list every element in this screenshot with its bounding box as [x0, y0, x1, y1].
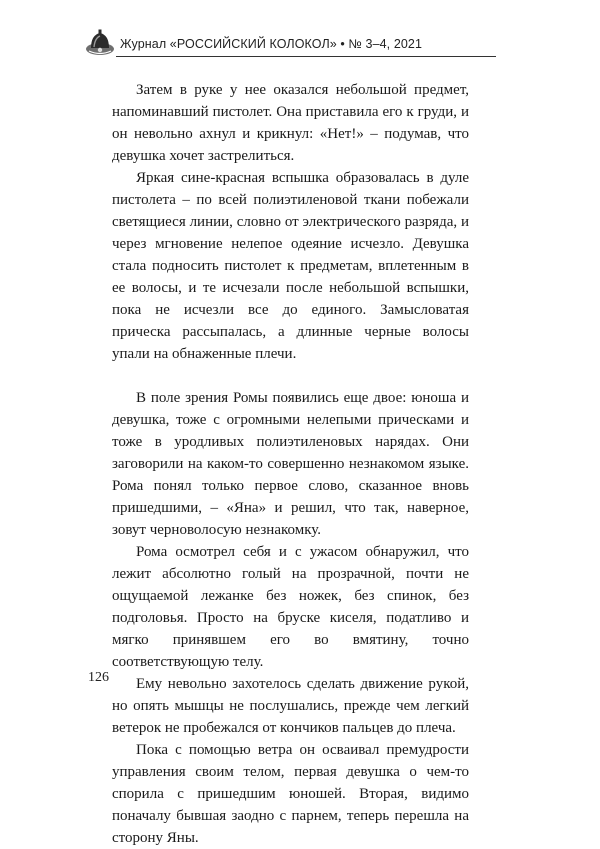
- paragraph: Яркая сине-красная вспышка образовалась в дуле пистолета – по всей полиэтиленовой ткани побежали светящиеся линии, словно от электрического разряда, и через мгновение нелепое одеяние исчезло. Девушка стала подносить пистолет к предметам, вплетенным в ее волосы, и те исчезали после небольшой вспышки, пока не исчезли все до единого. Замысловатая прическа рассыпалась, а длинные черные волосы упали на обнаженные плечи.: [112, 170, 469, 362]
- paragraph: Затем в руке у нее оказался небольшой предмет, напоминавший пистолет. Она приставила его к груди, и он невольно ахнул и крикнул: «Нет!» – подумав, что девушка хочет застрелиться.: [112, 82, 469, 164]
- running-header: [84, 26, 496, 60]
- page-number: 126: [88, 670, 109, 685]
- paragraph: Рома осмотрел себя и с ужасом обнаружил, что лежит абсолютно голый на прозрачной, почти не ощущаемой лежанке без ножек, без спинок, без подголовья. Просто на бруске киселя, податливо и мягко принявшем его во вмятину, точно соответствующую телу.: [112, 544, 469, 670]
- paragraph: В поле зрения Ромы появились еще двое: юноша и девушка, тоже с огромными нелепыми прическами и тоже в уродливых полиэтиленовых нарядах. Они заговорили на каком-то совершенно незнакомом языке. Рома понял только первое слово, сказанное вновь пришедшими, – «Яна» и решил, что так, наверное, зовут черноволосую незнакомку.: [112, 390, 469, 538]
- bell-logo-icon: [84, 26, 116, 56]
- journal-title: Журнал «РОССИЙСКИЙ КОЛОКОЛ» • № 3–4, 2021: [120, 37, 423, 51]
- paragraph: Ему невольно захотелось сделать движение рукой, но опять мышцы не послушались, прежде чем легкий ветерок не пробежался от кончиков пальцев до плеча.: [112, 676, 469, 736]
- header-rule: [116, 56, 496, 57]
- article-body: [112, 79, 469, 849]
- paragraph: Пока с помощью ветра он осваивал премудрости управления своим телом, первая девушка о чем-то спорила с пришедшим юношей. Вторая, видимо поначалу бывшая заодно с парнем, теперь перешла на сторону Яны.: [112, 742, 469, 846]
